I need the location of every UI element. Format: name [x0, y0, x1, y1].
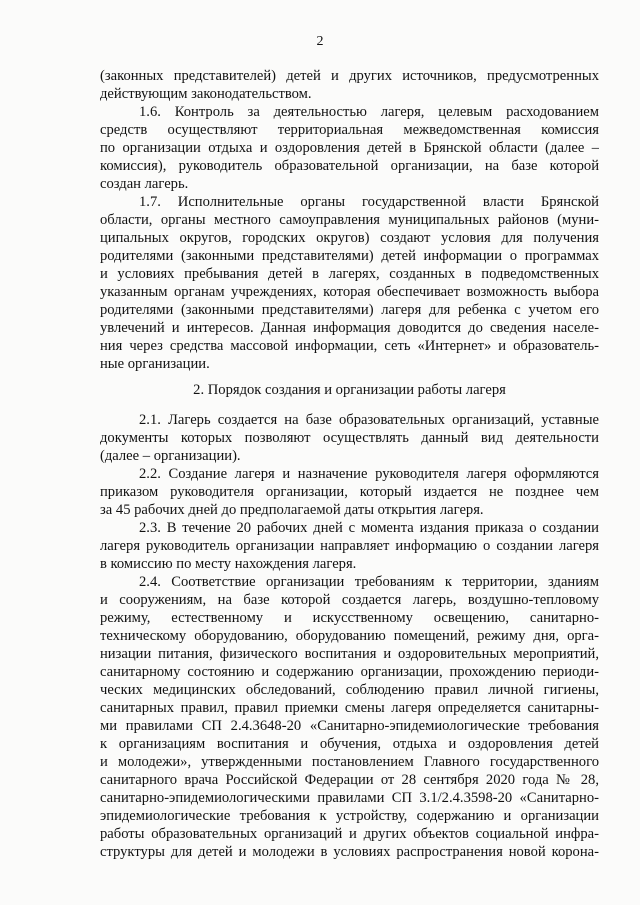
text-line: 2.4. Соответствие организации требованиям к территории, зданиям	[139, 574, 599, 590]
text-line: 2.2. Создание лагеря и назначение руководителя лагеря оформляются	[139, 466, 599, 482]
text-line: средств осуществляют территориальная межведомственная комиссия	[100, 122, 599, 138]
text-line: 2.3. В течение 20 рабочих дней с момента издания приказа о создании	[139, 520, 599, 536]
text-line: ные организации.	[100, 356, 210, 372]
text-line: создан лагерь.	[100, 176, 189, 192]
text-line: к организациям воспитания и обучения, отдыха и оздоровления детей	[100, 736, 599, 752]
text-line: санитарно-эпидемиологическими правилами СП 3.1/2.4.3598-20 «Санитарно-	[100, 790, 599, 806]
section-heading: 2. Порядок создания и организации работы лагеря	[193, 382, 506, 398]
text-line: санитарному состоянию и содержанию организации, прохождению периоди-	[100, 664, 599, 680]
text-line: области, органы местного самоуправления муниципальных районов (муни-	[100, 212, 599, 228]
text-line: и сооружениям, на базе которой создается лагерь, воздушно-тепловому	[100, 592, 599, 608]
text-line: санитарных правил, правил приемки смены лагеря определяется санитарны-	[100, 700, 599, 716]
text-line: комиссия), руководитель образовательной организации, на базе которой	[100, 158, 599, 174]
text-line: структуры для детей и молодежи в условиях распространения новой корона-	[100, 844, 599, 860]
text-line: 2.1. Лагерь создается на базе образовательных организаций, уставные	[139, 412, 599, 428]
text-line: низации питания, физического воспитания и оздоровительных мероприятий,	[100, 646, 599, 662]
text-line: (законных представителей) детей и других источников, предусмотренных	[100, 68, 599, 84]
text-line: эпидемиологические требования к устройству, содержанию и организации	[100, 808, 599, 824]
text-line: родителями (законными представителями) детей информации о программах	[100, 248, 599, 264]
text-line: режиму, естественному и искусственному освещению, санитарно-	[100, 610, 599, 626]
text-line: по организации отдыха и оздоровления детей в Брянской области (далее –	[100, 140, 599, 156]
text-line: ципальных округов, городских округов) создают условия для получения	[100, 230, 599, 246]
text-line: родителями (законными представителями) лагеря для ребенка с учетом его	[100, 302, 599, 318]
text-line: за 45 рабочих дней до предполагаемой даты открытия лагеря.	[100, 502, 484, 518]
page-number: 2	[316, 34, 324, 49]
text-line: ми правилами СП 2.4.3648-20 «Санитарно-эпидемиологические требования	[100, 718, 599, 734]
text-line: 1.6. Контроль за деятельностью лагеря, целевым расходованием	[139, 104, 599, 120]
text-line: указанным органам учреждениях, которая обеспечивает возможность выбора	[100, 284, 599, 300]
text-line: увлечений и интересов. Данная информация доводится до сведения населе-	[100, 320, 599, 336]
text-line: в комиссию по месту нахождения лагеря.	[100, 556, 357, 572]
text-line: санитарного врача Российской Федерации от 28 сентября 2020 года № 28,	[100, 772, 599, 788]
text-line: и молодежи», утвержденными постановлением Главного государственного	[100, 754, 599, 770]
text-line: лагеря руководитель организации направляет информацию о создании лагеря	[100, 538, 599, 554]
text-line: и условиях пребывания детей в лагерях, созданных в подведомственных	[100, 266, 599, 282]
text-line: (далее – организации).	[100, 448, 241, 464]
text-line: 1.7. Исполнительные органы государственной власти Брянской	[139, 194, 599, 210]
text-line: работы образовательных организаций и других объектов социальной инфра-	[100, 826, 599, 842]
text-line: техническому оборудованию, оборудованию помещений, режиму дня, орга-	[100, 628, 599, 644]
text-line: документы которых позволяют осуществлять данный вид деятельности	[100, 430, 599, 446]
text-line: ния через средства массовой информации, сеть «Интернет» и образователь-	[100, 338, 599, 354]
text-line: приказом руководителя организации, который издается не позднее чем	[100, 484, 599, 500]
text-line: ческих медицинских обследований, соблюдению правил личной гигиены,	[100, 682, 599, 698]
text-line: действующим законодательством.	[100, 86, 312, 102]
